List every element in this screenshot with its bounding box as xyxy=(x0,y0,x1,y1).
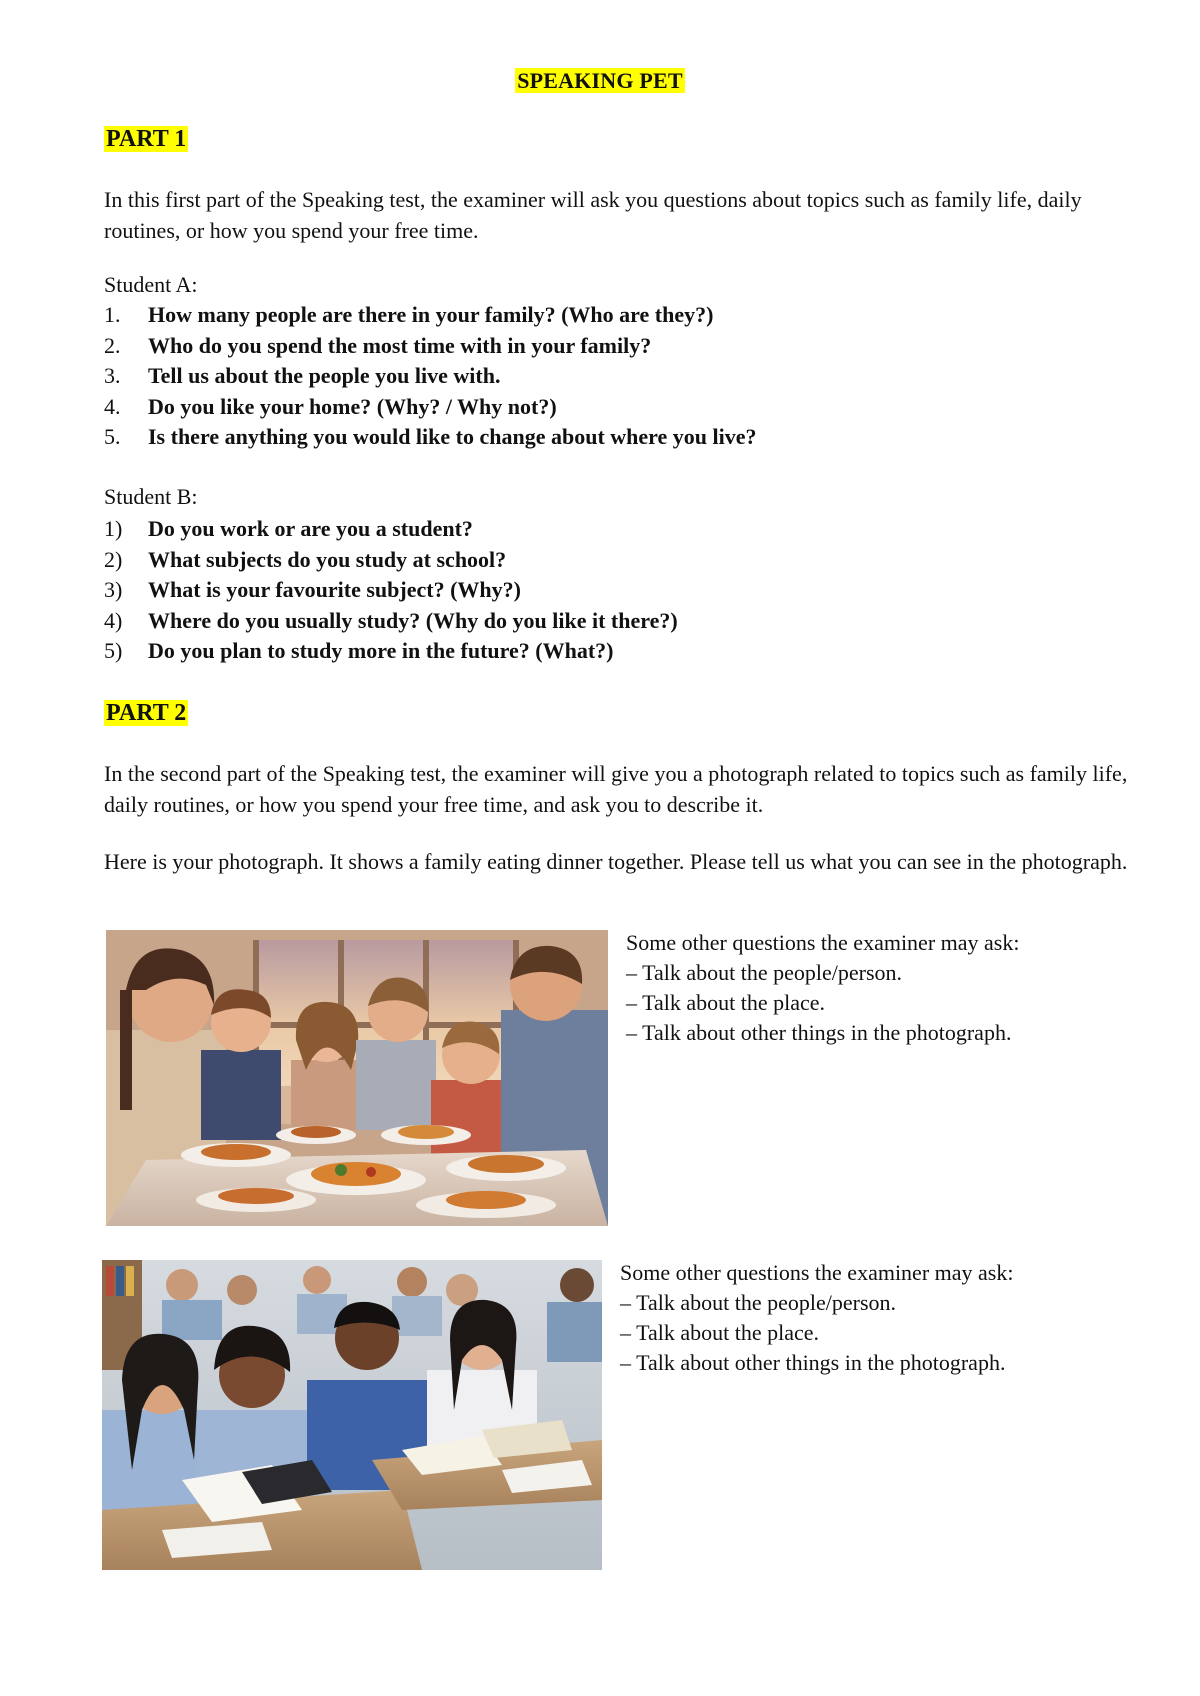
question-number: 3. xyxy=(104,363,121,388)
list-item xyxy=(104,392,757,423)
list-item xyxy=(104,545,678,576)
question-text: How many people are there in your family? (Who are they?) xyxy=(148,302,714,327)
family-dinner-photo xyxy=(106,930,608,1226)
list-item xyxy=(104,300,757,331)
side-item: – Talk about the people/person. xyxy=(626,960,903,985)
part1-heading xyxy=(104,126,188,153)
question-number: 4) xyxy=(104,607,123,633)
side-item: – Talk about other things in the photograph. xyxy=(620,1350,1006,1375)
question-number: 2) xyxy=(104,546,123,572)
list-item xyxy=(104,606,678,637)
question-number: 5. xyxy=(104,424,121,449)
side-item: – Talk about the place. xyxy=(626,990,826,1015)
part2-heading-text: PART 2 xyxy=(106,700,187,726)
photo1-side-questions xyxy=(626,928,1019,1048)
question-text: What is your favourite subject? (Why?) xyxy=(148,577,521,602)
part2-intro: In the second part of the Speaking test, the examiner will give you a photograph related to topics such as family life, daily routines, or how you spend your free time, and ask you to describe it. xyxy=(104,761,1128,817)
classroom-illustration xyxy=(102,1260,602,1570)
list-item xyxy=(104,575,678,606)
list-item xyxy=(104,422,757,453)
part2-prompt: Here is your photograph. It shows a family eating dinner together. Please tell us what you can see in the photograph. xyxy=(104,849,1128,874)
question-number: 1) xyxy=(104,516,123,541)
part1-heading-text: PART 1 xyxy=(106,126,187,152)
student-a-label: Student A: xyxy=(104,272,198,297)
student-b-questions xyxy=(104,514,678,667)
side-title: Some other questions the examiner may ask: xyxy=(620,1260,1014,1285)
list-item xyxy=(104,361,757,392)
side-title: Some other questions the examiner may ask: xyxy=(626,930,1020,955)
list-item xyxy=(104,331,757,362)
question-text: Do you like your home? (Why? / Why not?) xyxy=(148,393,557,419)
family-dinner-illustration xyxy=(106,930,608,1226)
part1-intro: In this first part of the Speaking test, the examiner will ask you questions about topics such as family life, daily routines, or how you spend your free time. xyxy=(104,187,1082,243)
student-a-questions xyxy=(104,300,757,453)
question-number: 4. xyxy=(104,393,121,419)
question-number: 3) xyxy=(104,577,123,602)
question-text: Do you work or are you a student? xyxy=(148,516,473,541)
classroom-photo xyxy=(102,1260,602,1570)
question-text: Do you plan to study more in the future? (What?) xyxy=(148,638,614,663)
side-item: – Talk about other things in the photograph. xyxy=(626,1020,1012,1045)
question-number: 1. xyxy=(104,302,121,327)
question-text: What subjects do you study at school? xyxy=(148,546,507,572)
question-text: Tell us about the people you live with. xyxy=(148,363,501,388)
list-item xyxy=(104,514,678,545)
student-b-label: Student B: xyxy=(104,484,198,509)
question-text: Who do you spend the most time with in your family? xyxy=(148,332,652,358)
question-text: Is there anything you would like to change about where you live? xyxy=(148,424,757,449)
photo2-side-questions xyxy=(620,1258,1013,1378)
side-item: – Talk about the place. xyxy=(620,1320,820,1345)
question-text: Where do you usually study? (Why do you like it there?) xyxy=(148,607,678,633)
side-item: – Talk about the people/person. xyxy=(620,1290,897,1315)
list-item xyxy=(104,636,678,667)
title-container xyxy=(0,68,1200,94)
page-title: SPEAKING PET xyxy=(517,68,683,93)
question-number: 5) xyxy=(104,638,123,663)
part2-heading xyxy=(104,700,188,727)
question-number: 2. xyxy=(104,332,121,358)
